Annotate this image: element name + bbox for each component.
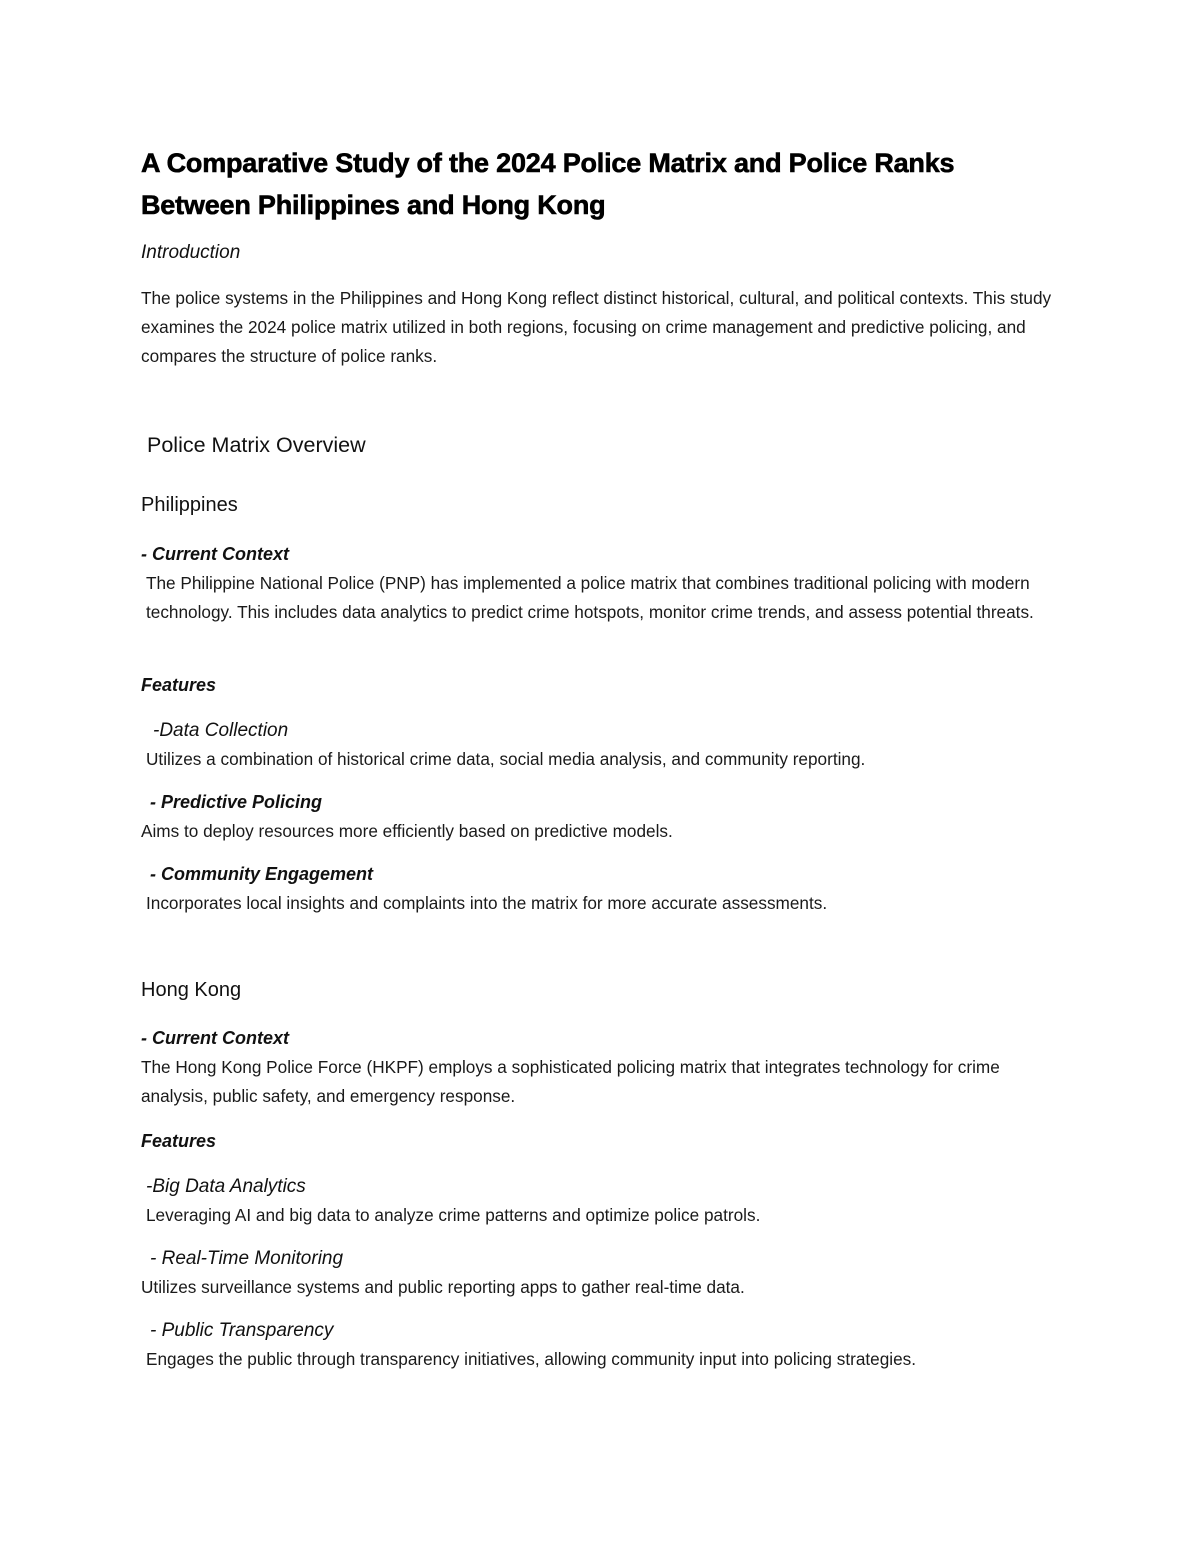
philippines-feature-label: -Data Collection xyxy=(153,720,289,741)
philippines-heading: Philippines xyxy=(141,494,238,516)
introduction-body: The police systems in the Philippines and Hong Kong reflect distinct historical, cultural, and political contexts. This study examines the 2024 police matrix utilized in both regions, focusing on crime management and predictive policing, and compares the structure of police ranks. xyxy=(141,288,1052,366)
philippines-feature-body: Incorporates local insights and complaints into the matrix for more accurate assessments. xyxy=(146,893,828,913)
hong-kong-context-label: - Current Context xyxy=(141,1028,289,1048)
hong-kong-feature-body: Leveraging AI and big data to analyze crime patterns and optimize police patrols. xyxy=(146,1205,761,1225)
hong-kong-feature-body: Utilizes surveillance systems and public reporting apps to gather real-time data. xyxy=(141,1277,745,1297)
hong-kong-context-body: The Hong Kong Police Force (HKPF) employs a sophisticated policing matrix that integrates technology for crime analysis, public safety, and emergency response. xyxy=(141,1057,1000,1106)
philippines-feature-body: Aims to deploy resources more efficiently based on predictive models. xyxy=(141,821,673,841)
hong-kong-heading: Hong Kong xyxy=(141,979,242,1001)
introduction-heading: Introduction xyxy=(141,242,241,263)
hong-kong-feature-label: - Public Transparency xyxy=(150,1320,334,1341)
hong-kong-feature-label: - Real-Time Monitoring xyxy=(150,1248,344,1269)
philippines-feature-label: - Predictive Policing xyxy=(150,792,323,812)
document-page xyxy=(141,0,1061,1553)
overview-heading: Police Matrix Overview xyxy=(147,433,366,457)
philippines-feature-body: Utilizes a combination of historical crime data, social media analysis, and community reporting. xyxy=(146,749,866,769)
philippines-context-label: - Current Context xyxy=(141,544,289,564)
document-title: A Comparative Study of the 2024 Police Matrix and Police Ranks Between Philippines and Hong Kong xyxy=(141,148,955,220)
philippines-context-body: The Philippine National Police (PNP) has implemented a police matrix that combines traditional policing with modern technology. This includes data analytics to predict crime hotspots, monitor crime trends, and assess potential threats. xyxy=(146,573,1034,622)
hong-kong-features-heading: Features xyxy=(141,1131,217,1151)
philippines-features-heading: Features xyxy=(141,675,217,695)
hong-kong-feature-label: -Big Data Analytics xyxy=(146,1176,306,1197)
hong-kong-feature-body: Engages the public through transparency initiatives, allowing community input into policing strategies. xyxy=(146,1349,917,1369)
philippines-feature-label: - Community Engagement xyxy=(150,864,374,884)
